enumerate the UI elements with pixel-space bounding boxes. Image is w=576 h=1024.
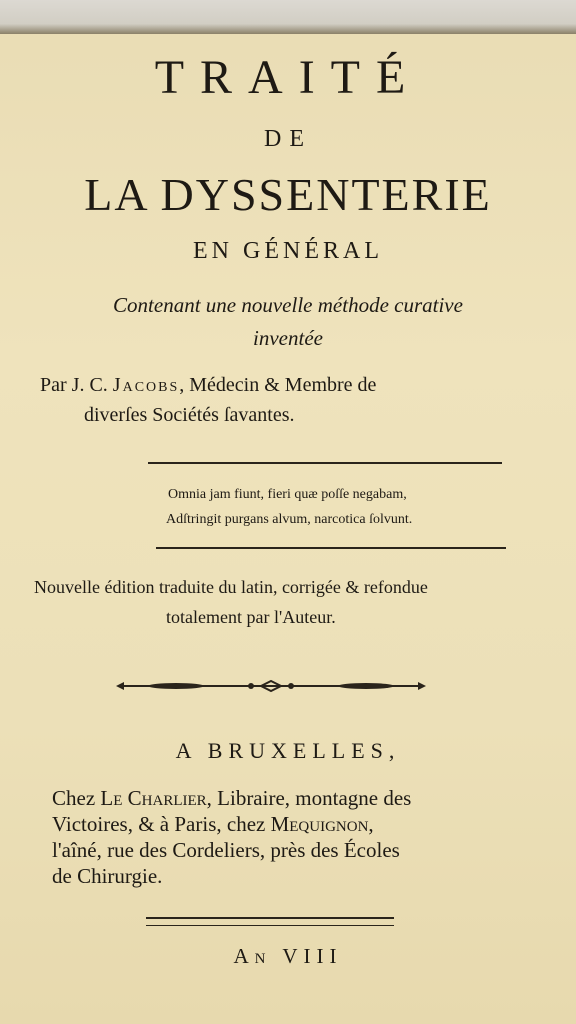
year-value: VIII: [282, 944, 343, 968]
author-role: , Médecin & Membre de: [179, 374, 377, 396]
imprint-address-1: , Libraire, montagne des: [206, 786, 412, 810]
author-line-1: [40, 370, 520, 400]
publisher-name: Le Charlier: [100, 786, 207, 810]
description-line-2: inventée: [253, 326, 323, 350]
edition-line-1: Nouvelle édition traduite du latin, corrigée & refondue: [34, 577, 428, 597]
epigraph-line-2: Adſtringit purgans alvum, narcotica ſolvunt.: [166, 512, 413, 527]
title-connector: DE: [264, 126, 312, 152]
epigraph-bottom-rule: [156, 547, 506, 549]
city: A BRUXELLES,: [175, 738, 401, 763]
publication-year: [0, 944, 576, 969]
book-subject: LA DYSSENTERIE: [84, 169, 492, 220]
imprint-chez: Chez: [52, 786, 101, 810]
book-title: TRAITÉ: [154, 51, 422, 104]
year-label: An: [233, 944, 272, 968]
ornament-divider: [116, 678, 426, 694]
epigraph-line-1: Omnia jam fiunt, fieri quæ poſſe negabam,: [168, 487, 407, 502]
author-statement: [40, 370, 520, 430]
imprint-line-1: [52, 785, 522, 811]
imprint-line-3: l'aîné, rue des Cordeliers, près des Écoles: [52, 838, 400, 862]
author-line-2: diverſes Sociétés ſavantes.: [84, 404, 295, 426]
imprint-line-4: de Chirurgie.: [52, 864, 163, 888]
author-name: Jacobs: [112, 374, 180, 396]
imprint: [52, 785, 522, 889]
author-prefix: Par J. C.: [40, 374, 113, 396]
edition-statement: [34, 572, 544, 632]
epigraph-top-rule: [148, 462, 502, 464]
edition-line-2: totalement par l'Auteur.: [166, 607, 336, 627]
book-scope: EN GÉNÉRAL: [193, 238, 383, 264]
page-top-edge: [0, 0, 576, 34]
bookseller-name: Mequignon: [270, 812, 369, 836]
description-line-1: Contenant une nouvelle méthode curative: [113, 293, 463, 317]
imprint-rule-2: [146, 925, 394, 926]
imprint-address-2: Victoires, & à Paris, chez: [52, 812, 271, 836]
imprint-line-2: [52, 811, 522, 837]
imprint-rule-1: [146, 917, 394, 919]
imprint-comma: ,: [368, 812, 374, 836]
epigraph: [168, 482, 548, 532]
